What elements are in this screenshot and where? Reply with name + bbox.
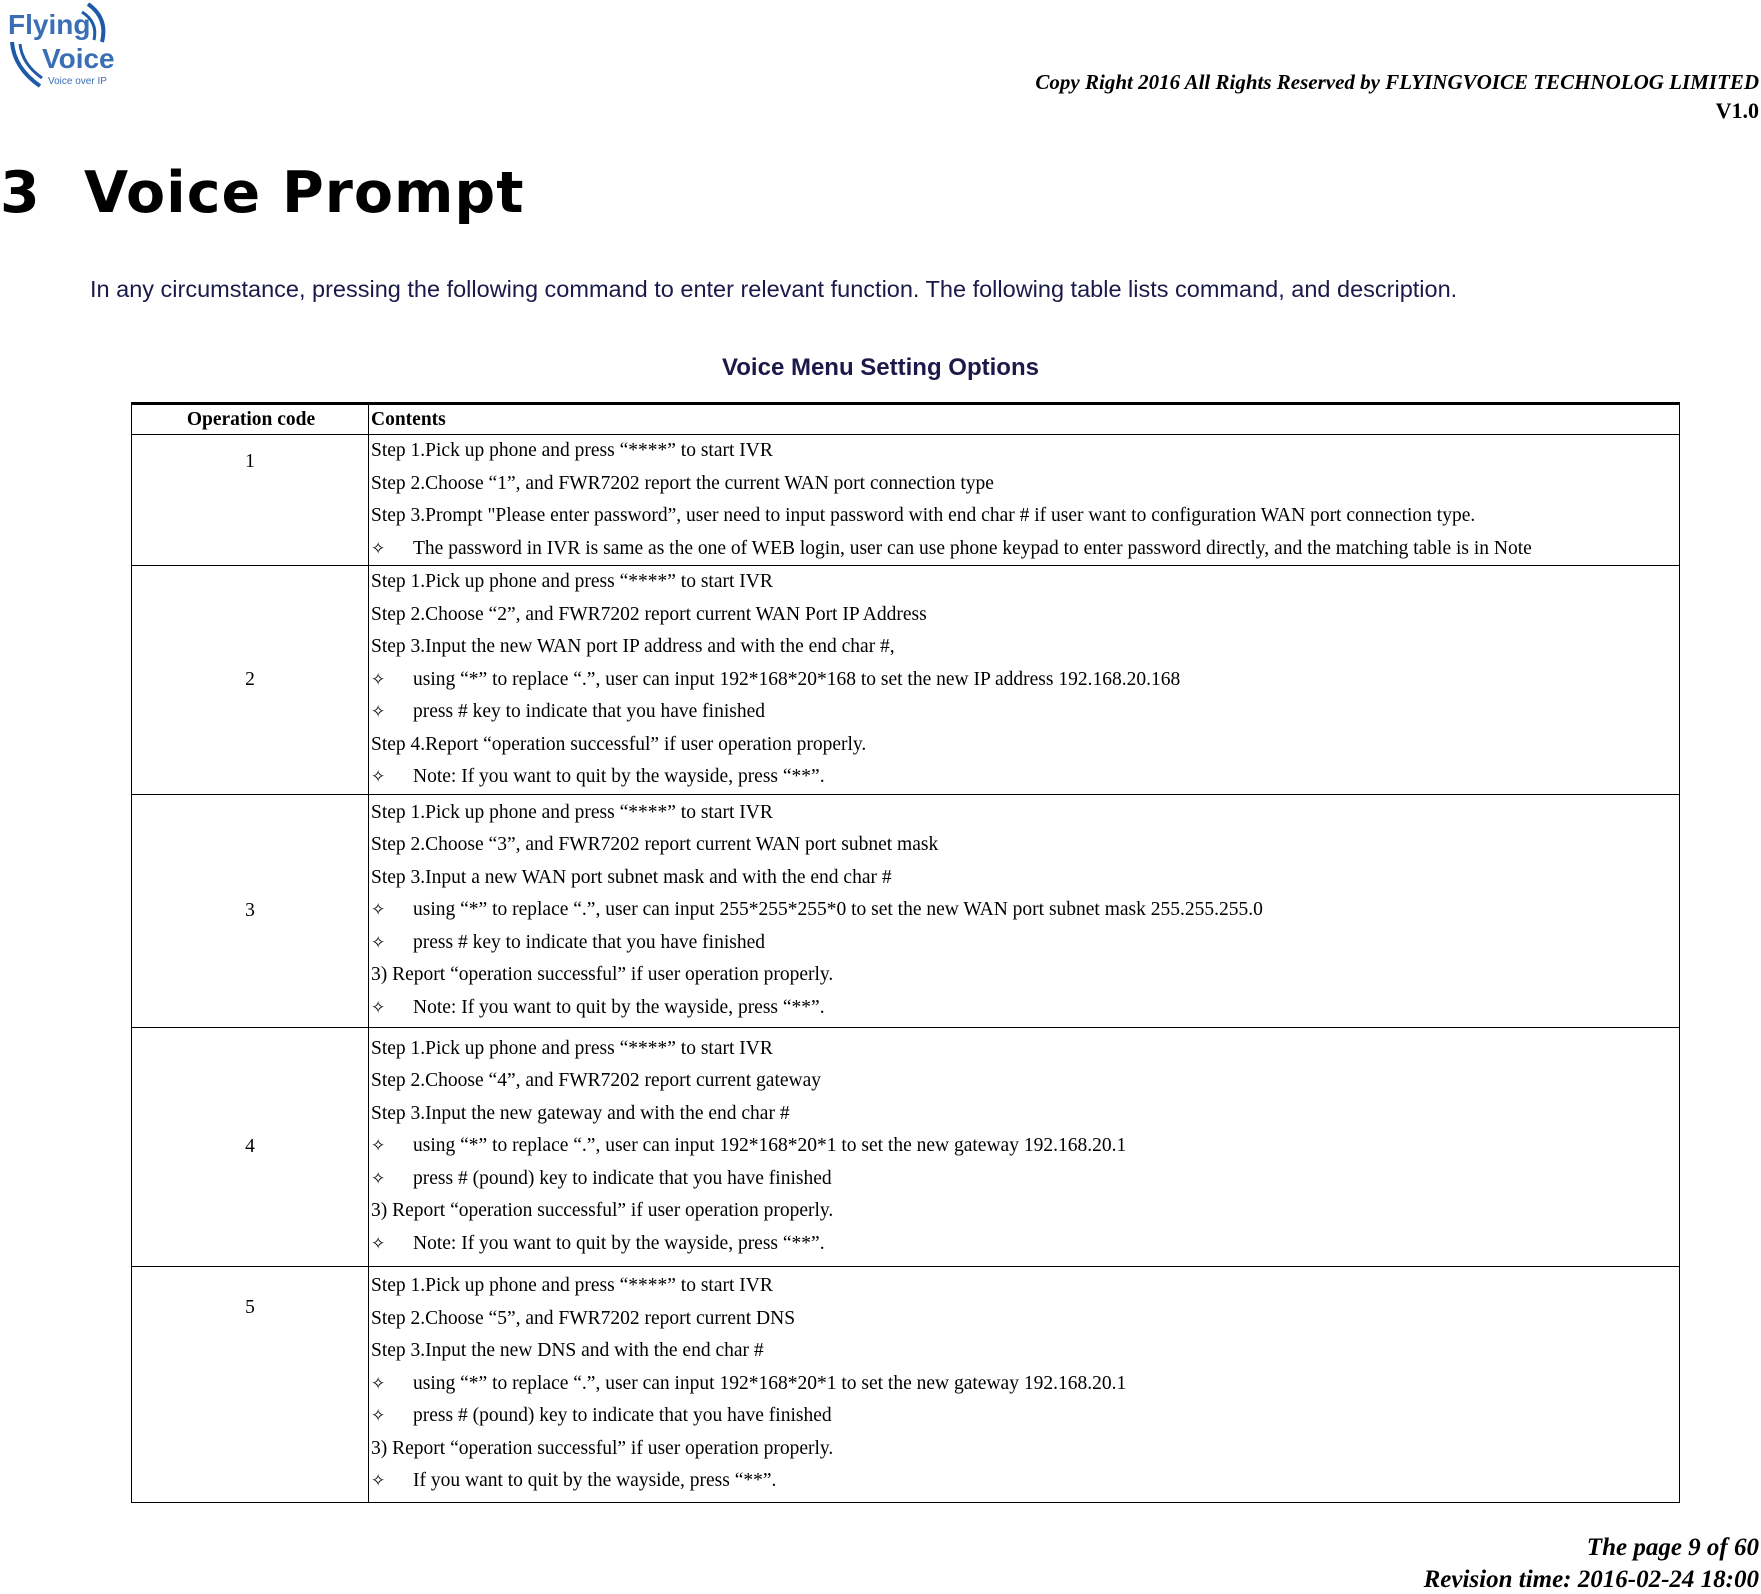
bullet-line <box>369 927 1679 960</box>
section-heading <box>0 160 524 226</box>
line-text: Step 3.Input the new gateway and with the end char # <box>371 1102 790 1124</box>
table-row <box>132 566 1680 795</box>
line-text: Note: If you want to quit by the wayside, press “**”. <box>413 1232 825 1254</box>
table-header-row <box>132 404 1680 435</box>
line-text: press # key to indicate that you have finished <box>413 701 765 722</box>
line-text: using “*” to replace “.”, user can input 192*168*20*1 to set the new gateway 192.168.20.1 <box>413 1135 1127 1157</box>
step-line <box>369 829 1679 862</box>
table-row <box>132 1266 1680 1502</box>
step-line <box>369 862 1679 895</box>
line-text: press # (pound) key to indicate that you have finished <box>413 1405 832 1427</box>
operation-code-cell: 1 <box>132 435 369 566</box>
line-text: using “*” to replace “.”, user can input 255*255*255*0 to set the new WAN port subnet mask 255.255.255.0 <box>413 899 1263 921</box>
bullet-line <box>369 1465 1679 1498</box>
line-text: Step 1.Pick up phone and press “****” to start IVR <box>371 440 773 461</box>
step-line <box>369 566 1679 599</box>
line-text: Step 2.Choose “4”, and FWR7202 report current gateway <box>371 1070 822 1092</box>
contents-cell <box>369 566 1680 795</box>
step-line <box>369 1033 1679 1066</box>
bullet-line <box>369 696 1679 729</box>
line-text: Step 2.Choose “1”, and FWR7202 report the current WAN port connection type <box>371 472 994 494</box>
line-text: 3) Report “operation successful” if user operation properly. <box>371 1200 834 1222</box>
section-number: 3 <box>0 160 41 226</box>
header-contents: Contents <box>369 404 1680 435</box>
line-text: Step 1.Pick up phone and press “****” to start IVR <box>371 1275 773 1297</box>
step-line <box>369 1098 1679 1131</box>
contents-cell <box>369 435 1680 566</box>
bullet-line <box>369 1163 1679 1196</box>
diamond-star-icon: ✧ <box>371 932 386 953</box>
revision-time: Revision time: 2016-02-24 18:00 <box>1423 1566 1759 1593</box>
diamond-star-icon: ✧ <box>371 1373 386 1394</box>
table-row <box>132 794 1680 1027</box>
bullet-line <box>369 1368 1679 1401</box>
step-line <box>369 959 1679 992</box>
bullet-line <box>369 1228 1679 1261</box>
line-text: Step 3.Prompt "Please enter password”, user need to input password with end char # if user want to configuration WAN port connection type. <box>371 505 1476 526</box>
copyright-header: Copy Right 2016 All Rights Reserved by FLYINGVOICE TECHNOLOG LIMITED <box>1035 70 1759 94</box>
line-text: press # (pound) key to indicate that you have finished <box>413 1167 832 1189</box>
diamond-star-icon: ✧ <box>371 900 386 921</box>
diamond-star-icon: ✧ <box>371 702 386 722</box>
section-title: Voice Prompt <box>84 160 525 226</box>
line-text: using “*” to replace “.”, user can input 192*168*20*168 to set the new IP address 192.168.20.168 <box>413 668 1181 690</box>
step-line <box>369 1335 1679 1368</box>
table-caption: Voice Menu Setting Options <box>722 354 1039 381</box>
bullet-line <box>369 894 1679 927</box>
step-line <box>369 599 1679 632</box>
step-line <box>369 631 1679 664</box>
line-text: Step 3.Input the new WAN port IP address and with the end char #, <box>371 636 895 657</box>
step-line <box>369 500 1679 533</box>
logo-line1: Flying <box>8 9 91 40</box>
bullet-line <box>369 992 1679 1025</box>
step-line <box>369 1270 1679 1303</box>
diamond-star-icon: ✧ <box>371 1406 386 1427</box>
diamond-star-icon: ✧ <box>371 1233 386 1254</box>
bullet-line <box>369 664 1679 697</box>
line-text: using “*” to replace “.”, user can input 192*168*20*1 to set the new gateway 192.168.20.1 <box>413 1372 1127 1394</box>
contents-cell <box>369 794 1680 1027</box>
diamond-star-icon: ✧ <box>371 1136 386 1157</box>
diamond-star-icon: ✧ <box>371 1471 386 1492</box>
line-text: Step 3.Input a new WAN port subnet mask and with the end char # <box>371 866 892 888</box>
operation-code-cell: 4 <box>132 1027 369 1266</box>
step-line <box>369 1195 1679 1228</box>
table-row <box>132 1027 1680 1266</box>
intro-paragraph: In any circumstance, pressing the following command to enter relevant function. The following table lists command, and description. <box>90 276 1458 302</box>
step-line <box>369 1303 1679 1336</box>
diamond-star-icon: ✧ <box>371 767 386 787</box>
operation-code-cell: 3 <box>132 794 369 1027</box>
line-text: Step 1.Pick up phone and press “****” to start IVR <box>371 571 773 592</box>
header-operation-code: Operation code <box>132 404 369 435</box>
contents-cell <box>369 1027 1680 1266</box>
diamond-star-icon: ✧ <box>371 538 386 559</box>
table-row <box>132 435 1680 566</box>
diamond-star-icon: ✧ <box>371 1168 386 1189</box>
page-number: The page 9 of 60 <box>1586 1534 1759 1561</box>
line-text: The password in IVR is same as the one of WEB login, user can use phone keypad to enter password directly, and the matching table is in Note <box>413 537 1532 559</box>
step-line <box>369 1065 1679 1098</box>
step-line <box>369 468 1679 501</box>
contents-cell <box>369 1266 1680 1502</box>
operation-code-cell: 2 <box>132 566 369 795</box>
line-text: Step 1.Pick up phone and press “****” to start IVR <box>371 1037 773 1059</box>
line-text: Step 2.Choose “3”, and FWR7202 report current WAN port subnet mask <box>371 834 939 856</box>
logo-line2: Voice <box>42 43 115 74</box>
line-text: Note: If you want to quit by the wayside, press “**”. <box>413 766 825 787</box>
diamond-star-icon: ✧ <box>371 997 386 1018</box>
line-text: If you want to quit by the wayside, press “**”. <box>413 1470 777 1492</box>
step-line <box>369 797 1679 830</box>
version-label: V1.0 <box>1715 98 1759 123</box>
step-line <box>369 729 1679 762</box>
line-text: Step 2.Choose “5”, and FWR7202 report current DNS <box>371 1307 796 1329</box>
operation-code-cell: 5 <box>132 1266 369 1502</box>
bullet-line <box>369 1130 1679 1163</box>
voice-menu-table <box>131 402 1680 1503</box>
line-text: Note: If you want to quit by the wayside, press “**”. <box>413 996 825 1018</box>
line-text: 3) Report “operation successful” if user operation properly. <box>371 964 834 986</box>
diamond-star-icon: ✧ <box>371 669 386 690</box>
bullet-line <box>369 1400 1679 1433</box>
step-line <box>369 1433 1679 1466</box>
line-text: Step 2.Choose “2”, and FWR7202 report current WAN Port IP Address <box>371 603 927 625</box>
line-text: Step 1.Pick up phone and press “****” to start IVR <box>371 801 773 823</box>
step-line <box>369 435 1679 468</box>
bullet-line <box>369 533 1679 566</box>
line-text: press # key to indicate that you have finished <box>413 931 765 953</box>
line-text: 3) Report “operation successful” if user operation properly. <box>371 1437 834 1459</box>
logo-tagline: Voice over IP <box>48 76 107 87</box>
bullet-line <box>369 761 1679 794</box>
line-text: Step 4.Report “operation successful” if user operation properly. <box>371 733 867 755</box>
flyingvoice-logo <box>4 0 116 92</box>
line-text: Step 3.Input the new DNS and with the end char # <box>371 1340 764 1362</box>
